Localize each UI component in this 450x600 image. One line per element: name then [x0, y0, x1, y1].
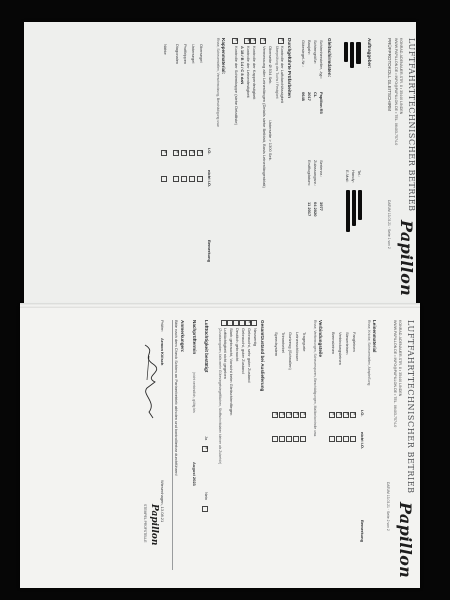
- remarks-line: [172, 320, 173, 570]
- lines-ok-4[interactable]: [330, 412, 336, 418]
- lines-title: Leinenmaterial: [372, 320, 377, 353]
- check-item-3: Vermessung aller Leinenlängen (Details siehe Beiblatt, Basis Leinenlängenblatt): [262, 46, 267, 188]
- overall-opt-4: Deutlich gebraucht: [235, 328, 240, 362]
- check-box-2[interactable]: [261, 38, 267, 44]
- inspector-signature: [139, 342, 161, 422]
- manufacturer-label: Schirmhersteller, -typ:: [319, 40, 324, 79]
- porosity-value: Oberseite Ø 534 Sek.: [268, 46, 273, 85]
- conn-row-3: Gurtzeug (Schnallen): [288, 332, 293, 370]
- airworth-yes-label: Ja: [204, 436, 209, 441]
- redacted-city: [344, 42, 348, 62]
- airworth-no-box[interactable]: [203, 506, 209, 512]
- papillon-logo-2: Papillon: [396, 502, 415, 579]
- check-box-5[interactable]: [233, 38, 239, 44]
- overall-opt-3: Gebraucht, guter Zustand: [241, 328, 246, 374]
- overall-title: Gesamtzustand bei Auslieferung: [260, 320, 265, 392]
- page-1-meta: DATUM 13.03.21 · Seite 1 von 2: [387, 200, 391, 249]
- table1-ok-4[interactable]: [174, 150, 180, 156]
- conn-row-5: Speedsystem: [274, 332, 279, 357]
- overall-box-4[interactable]: [234, 320, 240, 326]
- porosity-value-2: Unterseite > 1300 Sek.: [268, 120, 273, 161]
- conn-notok-4[interactable]: [280, 436, 286, 442]
- lines-notok-3[interactable]: [337, 436, 343, 442]
- table1-col-ok: i.O.: [207, 148, 212, 155]
- conn-ok-2[interactable]: [294, 412, 300, 418]
- table1-notok-1[interactable]: [198, 176, 204, 182]
- remarks-label: Anmerkungen:: [180, 320, 185, 353]
- airworth-no-label: Nein: [204, 492, 209, 501]
- protocol-title: PRÜFPROTOKOLL GLEITSCHIRM: [387, 38, 392, 112]
- protocol-page-1: [33, 30, 418, 298]
- overall-box-5[interactable]: [228, 320, 234, 326]
- lines-row-1: Fangleinen: [352, 332, 357, 352]
- table1-row-2: Untersegel: [191, 44, 196, 64]
- manufacturer-value: Papillon R5: [319, 92, 324, 114]
- conn-notok-5[interactable]: [273, 436, 279, 442]
- table1-ok-2[interactable]: [190, 150, 196, 156]
- next-check-value: August 2023: [192, 462, 197, 486]
- conn-notok-2[interactable]: [294, 436, 300, 442]
- stamp-logo: Papillon: [149, 504, 159, 546]
- capsules-note: Risse, Scheuerstellen, Verschmutzung, Beschädigung usw.: [216, 38, 220, 128]
- next-check-note: (nicht verbindlich, gültig bis: [192, 372, 196, 413]
- company-name-2: LUFTFAHRTTECHNISCHER BETRIEB: [406, 320, 415, 494]
- table1-col-remark: Bemerkung: [207, 240, 212, 263]
- redacted-street: [350, 42, 354, 68]
- table1-col-notok: nicht i.O.: [207, 170, 212, 188]
- check-item-4: Kontrolle der Kappenfestigkeit: [252, 46, 257, 100]
- check-box-4[interactable]: [245, 38, 251, 44]
- first-flight-label: Erstflugdatum:: [307, 160, 312, 186]
- company-address-2: KONRAD-ADENAUER-STR. 8 • 35440 LINDEN: [398, 320, 402, 397]
- seal-label: Gütesiegel-Nr.:: [301, 40, 306, 67]
- table1-row-1: Obersegel: [199, 44, 204, 63]
- cert-label: Zulassungsnr.:: [313, 160, 318, 187]
- glider-data-label: Gleitschirmdaten:: [327, 38, 332, 78]
- page-2-meta: DATUM 13.03.21 · Seite 2 von 2: [386, 482, 390, 531]
- stamp-subtitle: STEMPEL PRÜFSTELLE: [143, 504, 147, 543]
- table1-row-4: Diagonalen: [175, 44, 180, 65]
- lines-ok-2[interactable]: [344, 412, 350, 418]
- table1-row-5: Nähte: [163, 44, 168, 55]
- lines-col-remark: Bemerkung: [360, 520, 365, 543]
- capsules-label: Kappenmaterial:: [221, 38, 226, 74]
- company-name: LUFTFAHRTTECHNISCHER BETRIEB: [407, 38, 416, 212]
- conn-notok-1[interactable]: [301, 436, 307, 442]
- overall-opt-6: Lufttüchtigkeit nicht gegeben: [223, 328, 228, 379]
- table1-ok-1[interactable]: [198, 150, 204, 156]
- overall-opt-2: Gebraucht, sehr guter Zustand: [247, 328, 252, 383]
- conn-ok-4[interactable]: [280, 412, 286, 418]
- email-label: E-Mail:: [345, 170, 350, 183]
- line-strength-value: A 18 / B 14 / C 8 daN: [240, 46, 245, 85]
- protocol-page-2: [27, 312, 417, 582]
- conn-row-4: Trimmhebel: [281, 332, 286, 353]
- serial-label: Seriennr.:: [319, 160, 324, 178]
- size-value: CL: [313, 92, 318, 98]
- conn-row-1: Tragegurte: [302, 332, 307, 352]
- lines-notok-2[interactable]: [344, 436, 350, 442]
- airworth-label: Lufttüchtigkeit bestätigt: [204, 320, 209, 373]
- conn-row-2: Leinenschlösser: [295, 332, 300, 361]
- place-date: Wiesenhagen, 13.08.21: [160, 480, 165, 523]
- conn-ok-1[interactable]: [301, 412, 307, 418]
- check-item-2: Überprüfung des Tuchs / Festigkeit: [275, 46, 279, 99]
- check-box-1[interactable]: [279, 38, 285, 44]
- lines-note: Risse, Knicke, Scheuerstellen, Abspleißung: [367, 320, 371, 386]
- redacted-name: [356, 42, 361, 64]
- seal-value: 0648: [301, 92, 306, 101]
- lines-notok-1[interactable]: [351, 436, 357, 442]
- redacted-handy: [352, 190, 356, 226]
- overall-box-6[interactable]: [222, 320, 228, 326]
- check-item-6: Kontrolle der Schirmkappe (siehe Detailliste): [234, 46, 239, 125]
- redacted-tel: [358, 190, 362, 220]
- next-check-label: Nachprüftermin: [192, 320, 197, 355]
- remarks-text: Bitte nach dem Check Schirm an Partnerbetrieb abholen und kontrollierbar durchführen!: [174, 320, 179, 476]
- lines-col-ok: i.O.: [360, 410, 365, 417]
- overall-opt-5: Stark gebraucht, Vorsicht beim Gleitschirmfliegen: [229, 328, 234, 416]
- table1-row-3: Profilrippen: [183, 44, 188, 65]
- lines-ok-3[interactable]: [337, 412, 343, 418]
- size-label: Schirmgröße:: [313, 40, 318, 65]
- conn-ok-5[interactable]: [273, 412, 279, 418]
- check-item-5: Kontrolle der Leinenfestigkeit: [246, 46, 251, 98]
- conn-notok-3[interactable]: [287, 436, 293, 442]
- table1-notok-3[interactable]: [182, 176, 188, 182]
- inspector-label: Prüfer:: [160, 320, 165, 333]
- company-contact: WWW.PAPILLON.DE • INFO@PAPILLON.DE • TEL. 06403-7574-0: [394, 38, 398, 146]
- conn-note: Risse, Verformungen, Scheuerspuren, Beschädigungen, Maillonkontrolle usw.: [313, 320, 317, 437]
- overall-opt-1: Neuwertig: [253, 328, 258, 347]
- conn-ok-3[interactable]: [287, 412, 293, 418]
- lines-notok-4[interactable]: [330, 436, 336, 442]
- lines-row-2: Steuerleinen: [345, 332, 350, 355]
- table1-notok-5[interactable]: [162, 176, 168, 182]
- company-contact-2: WWW.PAPILLON.DE • INFO@PAPILLON.DE • TEL. 06403-7574-0: [393, 320, 397, 428]
- papillon-logo: Papillon: [397, 220, 416, 297]
- first-flight-value: 11 2017: [307, 202, 312, 217]
- built-label: Baujahr:: [307, 40, 312, 55]
- cert-value: 04 2020: [313, 202, 318, 217]
- conn-title: Verbindungsteile: [318, 320, 323, 358]
- airworth-yes-box[interactable]: [203, 446, 209, 452]
- lines-ok-1[interactable]: [351, 412, 357, 418]
- table1-notok-4[interactable]: [174, 176, 180, 182]
- serial-value: 3977: [319, 202, 324, 211]
- table1-notok-2[interactable]: [190, 176, 196, 182]
- built-value: 2017: [307, 92, 312, 101]
- overall-box-3[interactable]: [240, 320, 246, 326]
- redacted-email: [346, 190, 350, 232]
- tel-label: Tel.:: [357, 170, 362, 178]
- checks-title: Durchgeführte Prüfarbeiten: [287, 38, 292, 98]
- lines-col-notok: nicht i.O.: [360, 432, 365, 450]
- table1-ok-5[interactable]: [162, 150, 168, 156]
- overall-box-2[interactable]: [246, 320, 252, 326]
- overall-extra: (Zusatzangaben, falls mehr Gütesiegelsiegelflächen, Stoffschnittdaten kleiner als Zubehör): [218, 328, 222, 465]
- company-address: KONRAD-ADENAUER-STR. 8 • 35440 LINDEN: [399, 38, 403, 115]
- lines-row-3: Verbindungsleinen: [338, 332, 343, 365]
- check-item-1: Kontrolle der Luftdurchlässigkeit: [280, 46, 285, 103]
- handy-label: Handy:: [351, 170, 356, 183]
- paper-fold: [20, 303, 420, 308]
- auftraggeber-label: Auftraggeber:: [367, 38, 372, 69]
- table1-ok-3[interactable]: [182, 150, 188, 156]
- lines-row-4: Bremsleinen: [331, 332, 336, 355]
- inspector-name: Armon Kölsch: [160, 338, 165, 366]
